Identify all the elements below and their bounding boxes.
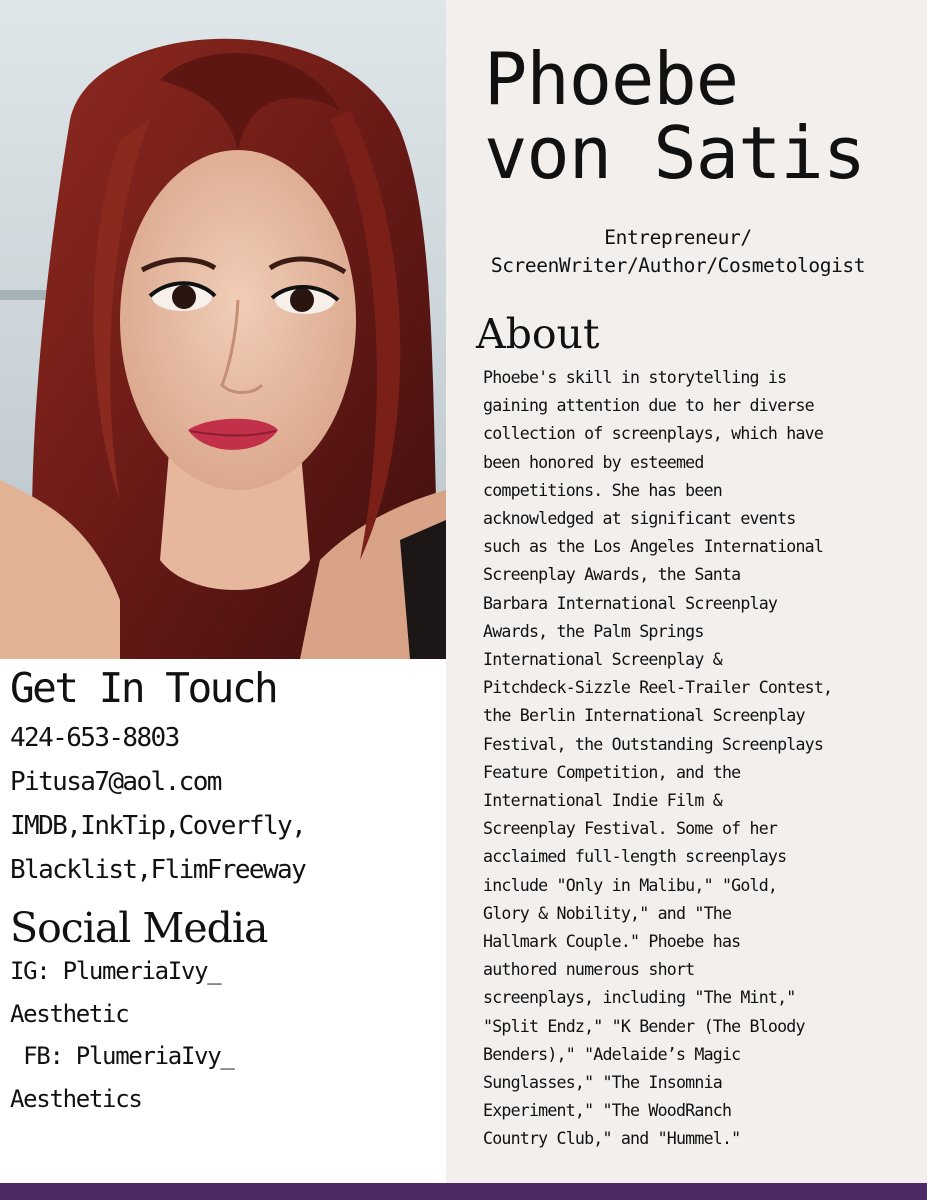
social-list: [10, 950, 446, 1120]
social-media-heading: Social Media: [10, 904, 268, 952]
name-first: Phoebe: [484, 37, 739, 121]
facebook-handle-line-2: Aesthetics: [10, 1084, 142, 1113]
role-line-2: ScreenWriter/Author/Cosmetologist: [490, 254, 866, 277]
name-last: von Satis: [484, 111, 866, 195]
instagram-handle-line-1: IG: PlumeriaIvy_: [10, 957, 221, 985]
about-paragraph: Phoebe's skill in storytelling is gaining attention due to her diverse collection of screenplays, which have been honored by esteemed competitions. She has been acknowledged at significant events such as the Los Angeles International Screenplay Awards, the Santa Barbara International Screenplay Awards, the Palm Springs International Screenplay & Pitchdeck-Sizzle Reel-Trailer Contest, the Berlin International Screenplay Festival, the Outstanding Screenplays Feature Competition, and the International Indie Film & Screenplay Festival. Some of her acclaimed full-length screenplays include "Only in Malibu," "Gold, Glory & Nobility," and "The Hallmark Couple." Phoebe has authored numerous short screenplays, including "The Mint," "Split Endz," "K Bender (The Bloody Benders)," "Adelaide’s Magic Sunglasses," "The Insomnia Experiment," "The WoodRanch Country Club," and "Hummel.": [483, 368, 833, 1149]
profile-name: [484, 37, 924, 195]
facebook-handle-line-1: FB: PlumeriaIvy_: [10, 1042, 234, 1070]
portrait-photo: [0, 0, 446, 659]
platforms-line-1: IMDB,InkTip,Coverfly,: [10, 811, 306, 841]
profile-role: [448, 224, 908, 280]
phone-number: 424-653-8803: [10, 723, 179, 753]
about-heading: About: [476, 310, 600, 358]
instagram-handle-line-2: Aesthetic: [10, 999, 129, 1028]
role-line-1: Entrepreneur/: [604, 226, 752, 249]
email-address: Pitusa7@aol.com: [10, 767, 221, 797]
bottom-accent-bar: [0, 1183, 927, 1200]
platforms-line-2: Blacklist,FlimFreeway: [10, 855, 306, 885]
contact-list: [10, 716, 446, 892]
get-in-touch-heading: Get In Touch: [10, 664, 277, 712]
